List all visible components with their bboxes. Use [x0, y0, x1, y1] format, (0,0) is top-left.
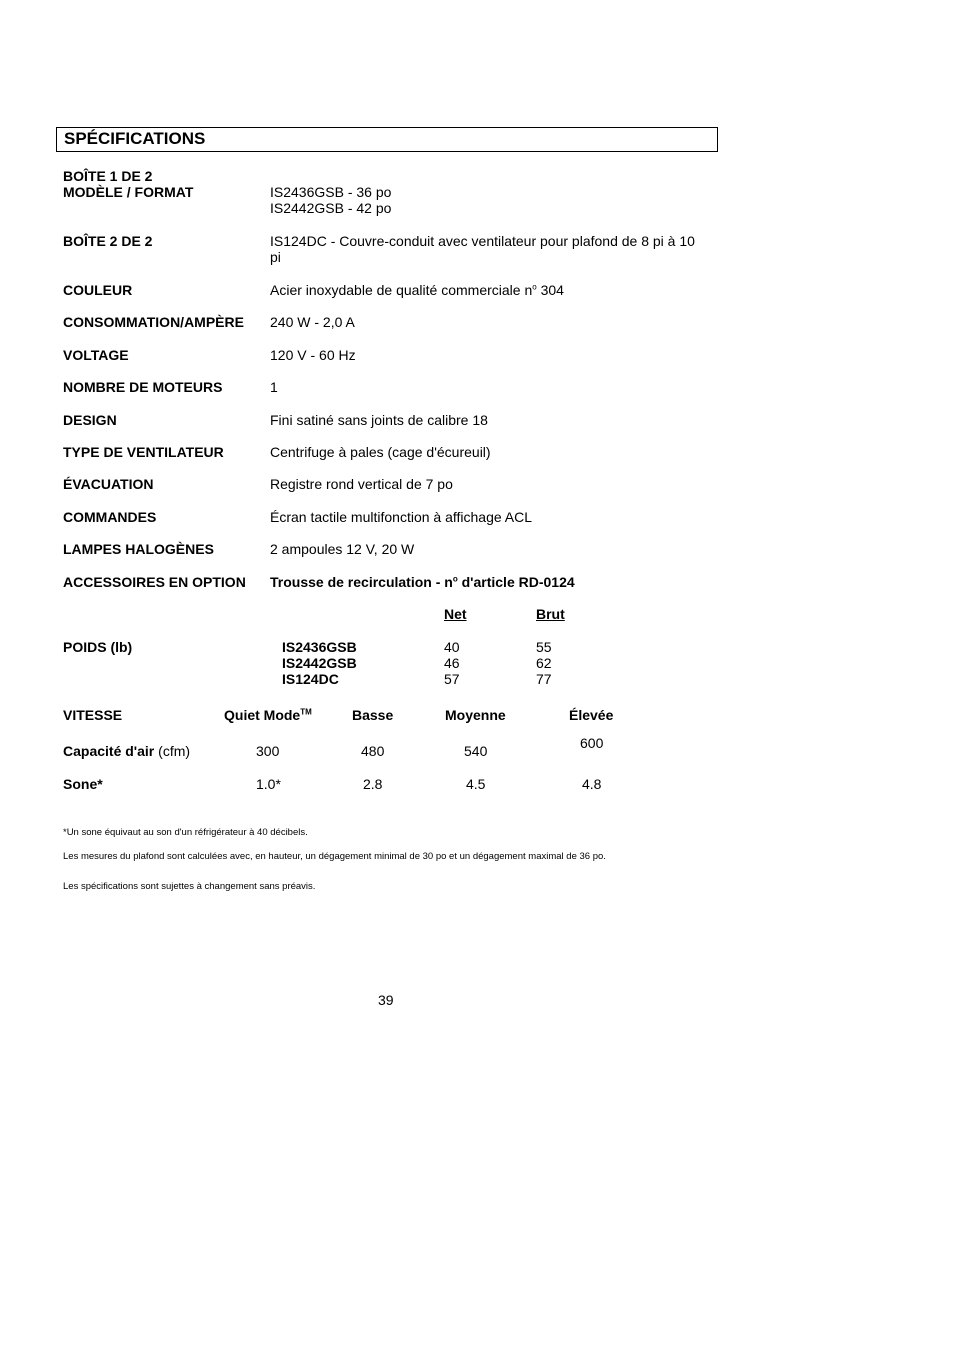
speed-col-medium: Moyenne	[445, 707, 506, 723]
lamps-value: 2 ampoules 12 V, 20 W	[270, 541, 415, 557]
box2-value-line1: IS124DC - Couvre-conduit avec ventilateur pour plafond de 8 pi à 10	[270, 233, 695, 249]
sone-value: 4.8	[582, 776, 602, 792]
airflow-value: 540	[464, 743, 488, 759]
weight-label: POIDS (lb)	[63, 639, 133, 655]
speed-col-quiet	[224, 707, 312, 723]
sone-label: Sone*	[63, 776, 103, 792]
fan-type-value: Centrifuge à pales (cage d'écureuil)	[270, 444, 491, 460]
footnote-sone: *Un sone équivaut au son d'un réfrigérateur à 40 décibels.	[63, 827, 308, 838]
weight-row-gross: 77	[536, 671, 552, 687]
lamps-label: LAMPES HALOGÈNES	[63, 541, 214, 557]
weight-row-model: IS124DC	[282, 671, 339, 687]
weight-row-gross: 62	[536, 655, 552, 671]
weight-col-net: Net	[444, 606, 467, 622]
airflow-value: 480	[361, 743, 385, 759]
page-title: SPÉCIFICATIONS	[64, 129, 206, 148]
controls-value: Écran tactile multifonction à affichage ACL	[270, 509, 533, 525]
box2-label: BOÎTE 2 DE 2	[63, 233, 153, 249]
footnote-ceiling: Les mesures du plafond sont calculées avec, en hauteur, un dégagement minimal de 30 po et un dégagement maximal de 36 po.	[63, 851, 606, 862]
accessories-value-text: Trousse de recirculation - n	[270, 574, 453, 590]
consumption-value: 240 W - 2,0 A	[270, 314, 355, 330]
model-label: MODÈLE / FORMAT	[63, 184, 194, 200]
weight-row-model: IS2436GSB	[282, 639, 357, 655]
accessories-value	[270, 574, 575, 590]
design-label: DESIGN	[63, 412, 117, 428]
color-value	[270, 282, 564, 298]
section-title-box	[56, 127, 718, 152]
airflow-label	[63, 743, 190, 759]
box1-label: BOÎTE 1 DE 2	[63, 168, 153, 184]
accessories-label: ACCESSOIRES EN OPTION	[63, 574, 246, 590]
weight-row-net: 57	[444, 671, 460, 687]
airflow-value: 600	[580, 735, 604, 751]
model-value-1: IS2436GSB - 36 po	[270, 184, 392, 200]
airflow-label-unit: (cfm)	[154, 743, 191, 759]
exhaust-value: Registre rond vertical de 7 po	[270, 476, 453, 492]
motors-value: 1	[270, 379, 278, 395]
weight-col-gross: Brut	[536, 606, 565, 622]
color-label: COULEUR	[63, 282, 133, 298]
sone-value: 2.8	[363, 776, 383, 792]
sone-value: 4.5	[466, 776, 486, 792]
color-value-sup: o	[532, 282, 537, 292]
controls-label: COMMANDES	[63, 509, 157, 525]
motors-label: NOMBRE DE MOTEURS	[63, 379, 223, 395]
weight-row-gross: 55	[536, 639, 552, 655]
color-value-text: Acier inoxydable de qualité commerciale n	[270, 282, 533, 298]
footnote-disclaimer: Les spécifications sont sujettes à changement sans préavis.	[63, 881, 316, 892]
accessories-value-code: d'article RD-0124	[457, 574, 575, 590]
fan-type-label: TYPE DE VENTILATEUR	[63, 444, 224, 460]
consumption-label: CONSOMMATION/AMPÈRE	[63, 314, 244, 330]
box2-value-line2: pi	[270, 249, 281, 265]
weight-row-net: 46	[444, 655, 460, 671]
speed-col-low: Basse	[352, 707, 394, 723]
page-number: 39	[378, 992, 394, 1008]
voltage-value: 120 V - 60 Hz	[270, 347, 356, 363]
airflow-value: 300	[256, 743, 280, 759]
speed-col-quiet-text: Quiet Mode	[224, 707, 301, 723]
speed-col-high: Élevée	[569, 707, 614, 723]
airflow-label-bold: Capacité d'air	[63, 743, 155, 759]
speed-label: VITESSE	[63, 707, 123, 723]
model-value-2: IS2442GSB - 42 po	[270, 200, 392, 216]
speed-col-quiet-sup: TM	[300, 707, 312, 717]
voltage-label: VOLTAGE	[63, 347, 129, 363]
weight-row-model: IS2442GSB	[282, 655, 357, 671]
accessories-value-sup: o	[452, 574, 458, 584]
color-value-num: 304	[536, 282, 564, 298]
exhaust-label: ÉVACUATION	[63, 476, 154, 492]
weight-row-net: 40	[444, 639, 460, 655]
design-value: Fini satiné sans joints de calibre 18	[270, 412, 488, 428]
sone-value: 1.0*	[256, 776, 281, 792]
